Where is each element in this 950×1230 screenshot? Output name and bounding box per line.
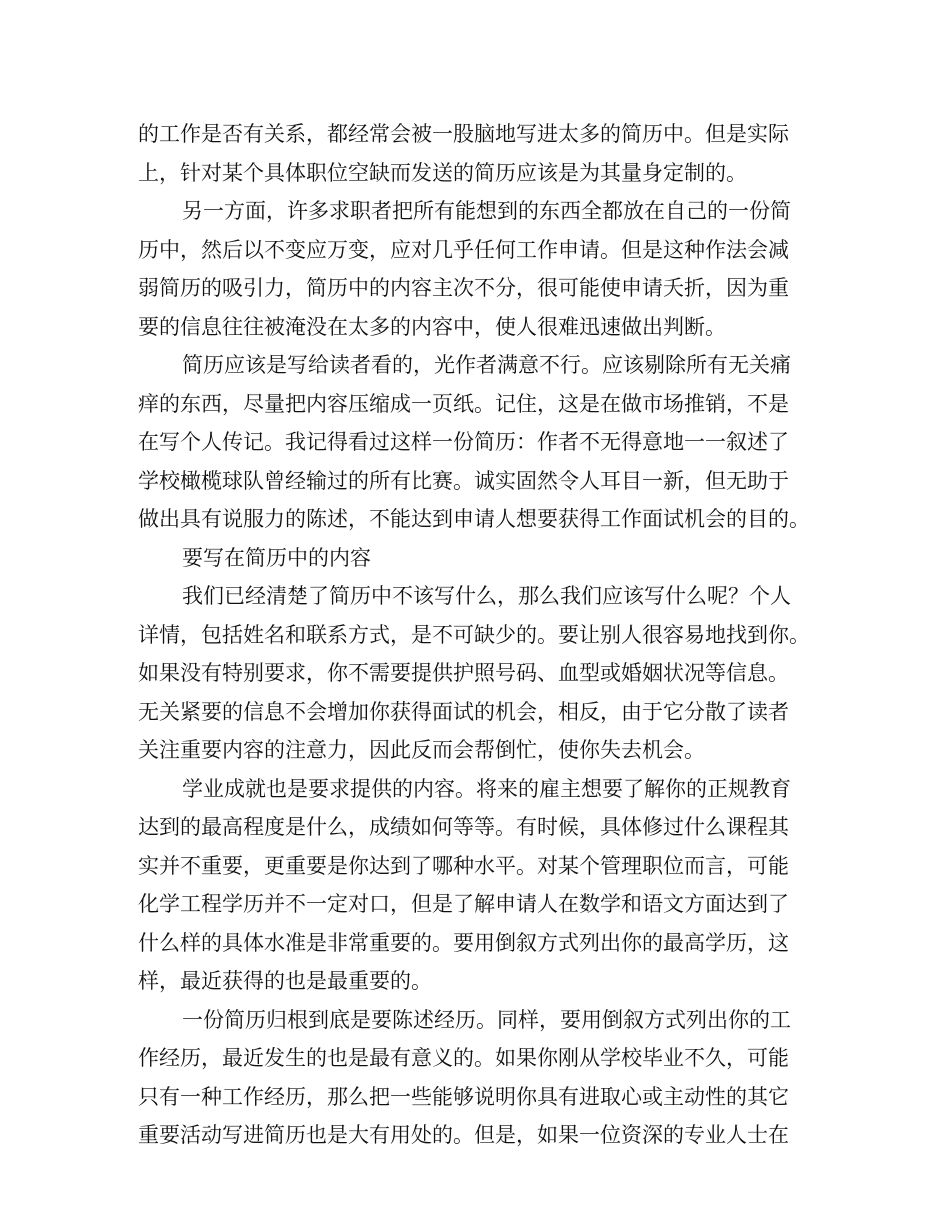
text-line: 详情，包括姓名和联系方式，是不可缺少的。要让别人很容易地找到你。	[138, 622, 810, 647]
text-line: 要写在简历中的内容	[182, 545, 371, 570]
text-line: 实并不重要，更重要是你达到了哪种水平。对某个管理职位而言，可能	[138, 853, 789, 878]
text-line: 关注重要内容的注意力，因此反而会帮倒忙，使你失去机会。	[138, 738, 705, 762]
text-line: 只有一种工作经历，那么把一些能够说明你具有进取心或主动性的其它	[138, 1084, 789, 1109]
text-line: 重要活动写进简历也是大有用处的。但是，如果一位资深的专业人士在	[138, 1123, 789, 1147]
text-line: 的工作是否有关系，都经常会被一股脑地写进太多的简历中。但是实际	[138, 122, 789, 146]
text-line: 在写个人传记。我记得看过这样一份简历：作者不无得意地一一叙述了	[138, 430, 789, 454]
text-line: 学校橄榄球队曾经输过的所有比赛。诚实固然令人耳目一新，但无助于	[138, 468, 789, 493]
text-line: 作经历，最近发生的也是最有意义的。如果你刚从学校毕业不久，可能	[138, 1046, 789, 1070]
text-line: 样，最近获得的也是最重要的。	[138, 969, 432, 993]
text-line: 一份简历归根到底是要陈述经历。同样，要用倒叙方式列出你的工	[182, 1007, 791, 1032]
text-line: 历中，然后以不变应万变，应对几乎任何工作申请。但是这种作法会减	[138, 237, 789, 262]
text-line: 痒的东西，尽量把内容压缩成一页纸。记住，这是在做市场推销，不是	[138, 391, 789, 416]
text-line: 简历应该是写给读者看的，光作者满意不行。应该剔除所有无关痛	[182, 353, 791, 377]
text-line: 达到的最高程度是什么，成绩如何等等。有时候，具体修过什么课程其	[138, 815, 789, 839]
body-text	[138, 115, 818, 1155]
text-line: 什么样的具体水准是非常重要的。要用倒叙方式列出你的最高学历，这	[138, 930, 789, 955]
text-line: 另一方面，许多求职者把所有能想到的东西全都放在自己的一份简	[182, 199, 791, 223]
text-line: 做出具有说服力的陈述，不能达到申请人想要获得工作面试机会的目的。	[138, 507, 810, 531]
text-line: 要的信息往往被淹没在太多的内容中，使人很难迅速做出判断。	[138, 314, 726, 339]
text-line: 如果没有特别要求，你不需要提供护照号码、血型或婚姻状况等信息。	[138, 661, 789, 685]
text-line: 无关紧要的信息不会增加你获得面试的机会，相反，由于它分散了读者	[138, 699, 789, 724]
text-line: 学业成就也是要求提供的内容。将来的雇主想要了解你的正规教育	[182, 776, 791, 801]
text-line: 我们已经清楚了简历中不该写什么，那么我们应该写什么呢？个人	[182, 584, 791, 608]
text-line: 上，针对某个具体职位空缺而发送的简历应该是为其量身定制的。	[138, 160, 747, 185]
text-line: 化学工程学历并不一定对口，但是了解申请人在数学和语文方面达到了	[138, 892, 789, 916]
text-line: 弱简历的吸引力，简历中的内容主次不分，很可能使申请夭折，因为重	[138, 276, 789, 300]
